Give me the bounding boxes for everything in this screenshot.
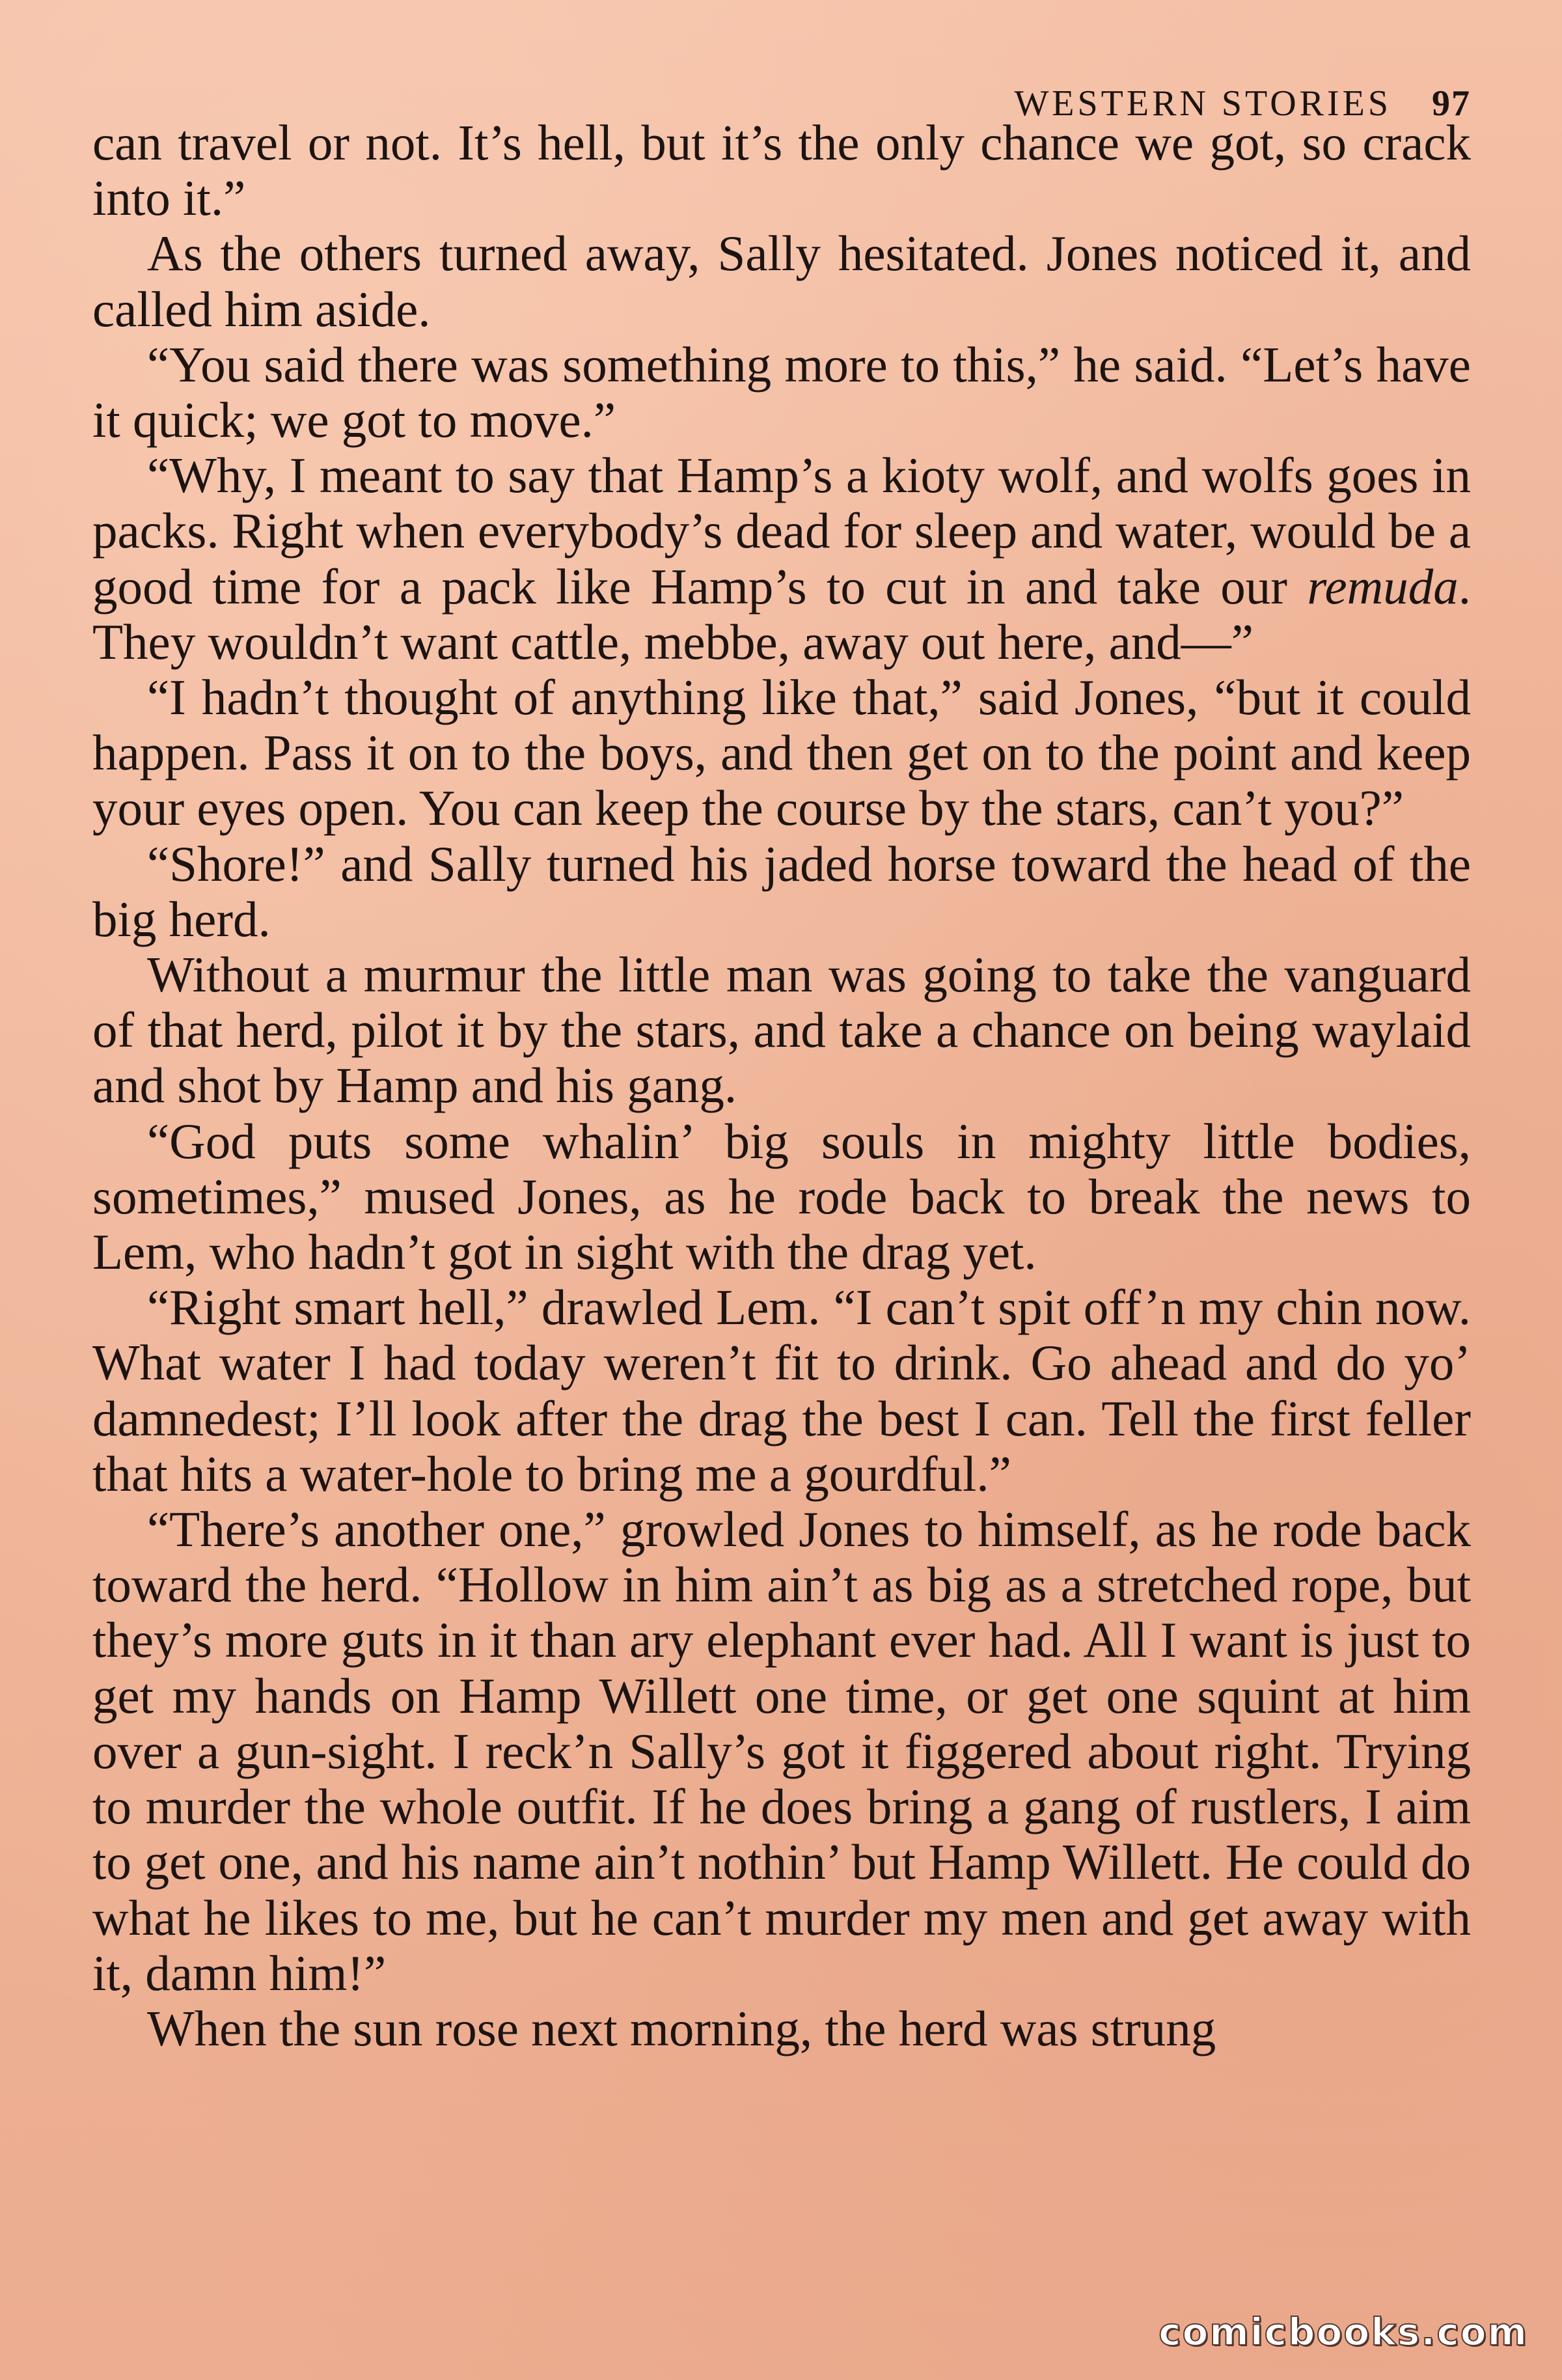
paragraph: As the others turned away, Sally hesitated. Jones noticed it, and called him aside. bbox=[92, 225, 1471, 337]
paragraph: “There’s another one,” growled Jones to himself, as he rode back toward the herd. “Hollow in him ain’t as big as a stretched rope, but they’s more guts in it than ary elephant ever had. All I want is just to get my hands on Hamp Willett one time, or get one squint at him over a gun-sight. I reck’n Sally’s got it figgered about right. Trying to murder the whole outfit. If he does bring a gang of rustlers, I aim to get one, and his name ain’t nothin’ but Hamp Willett. He could do what he likes to me, but he can’t murder my men and get away with it, damn him!” bbox=[92, 1501, 1471, 2001]
paragraph: “Right smart hell,” drawled Lem. “I can’t spit off’n my chin now. What water I had today weren’t fit to drink. Go ahead and do yo’ damnedest; I’ll look after the drag the best I can. Tell the first feller that hits a water-hole to bring me a gourdful.” bbox=[92, 1279, 1471, 1502]
body-text bbox=[92, 115, 1471, 2056]
paragraph: When the sun rose next morning, the herd was strung bbox=[147, 2000, 1216, 2056]
paragraph: can travel or not. It’s hell, but it’s the only chance we got, so crack into it.” bbox=[92, 115, 1471, 227]
paragraph: “God puts some whalin’ big souls in mighty little bodies, sometimes,” mused Jones, as he rode back to break the news to Lem, who hadn’t got in sight with the drag yet. bbox=[92, 1113, 1471, 1280]
book-page bbox=[92, 62, 1471, 2308]
page-number: 97 bbox=[1432, 83, 1471, 124]
paragraph: “Why, I meant to say that Hamp’s a kioty wolf, and wolfs goes in packs. Right when everybody’s dead for sleep and water, would be a good time for a pack like Hamp’s to cut in and take our remuda. They wouldn’t want cattle, mebbe, away out here, and—” bbox=[92, 447, 1471, 670]
section-title: WESTERN STORIES bbox=[1014, 83, 1391, 124]
italic-word: remuda bbox=[1307, 558, 1459, 615]
paragraph: “Shore!” and Sally turned his jaded horse toward the head of the big herd. bbox=[92, 835, 1471, 947]
paragraph: “You said there was something more to this,” he said. “Let’s have it quick; we got to move.” bbox=[92, 336, 1471, 449]
paragraph: “I hadn’t thought of anything like that,” said Jones, “but it could happen. Pass it on to the boys, and then get on to the point and keep your eyes open. You can keep the course by the stars, can’t you?” bbox=[92, 669, 1471, 837]
paragraph: Without a murmur the little man was going to take the vanguard of that herd, pilot it by the stars, and take a chance on being waylaid and shot by Hamp and his gang. bbox=[92, 947, 1471, 1114]
site-watermark: comicbooks.com bbox=[1158, 2310, 1528, 2354]
